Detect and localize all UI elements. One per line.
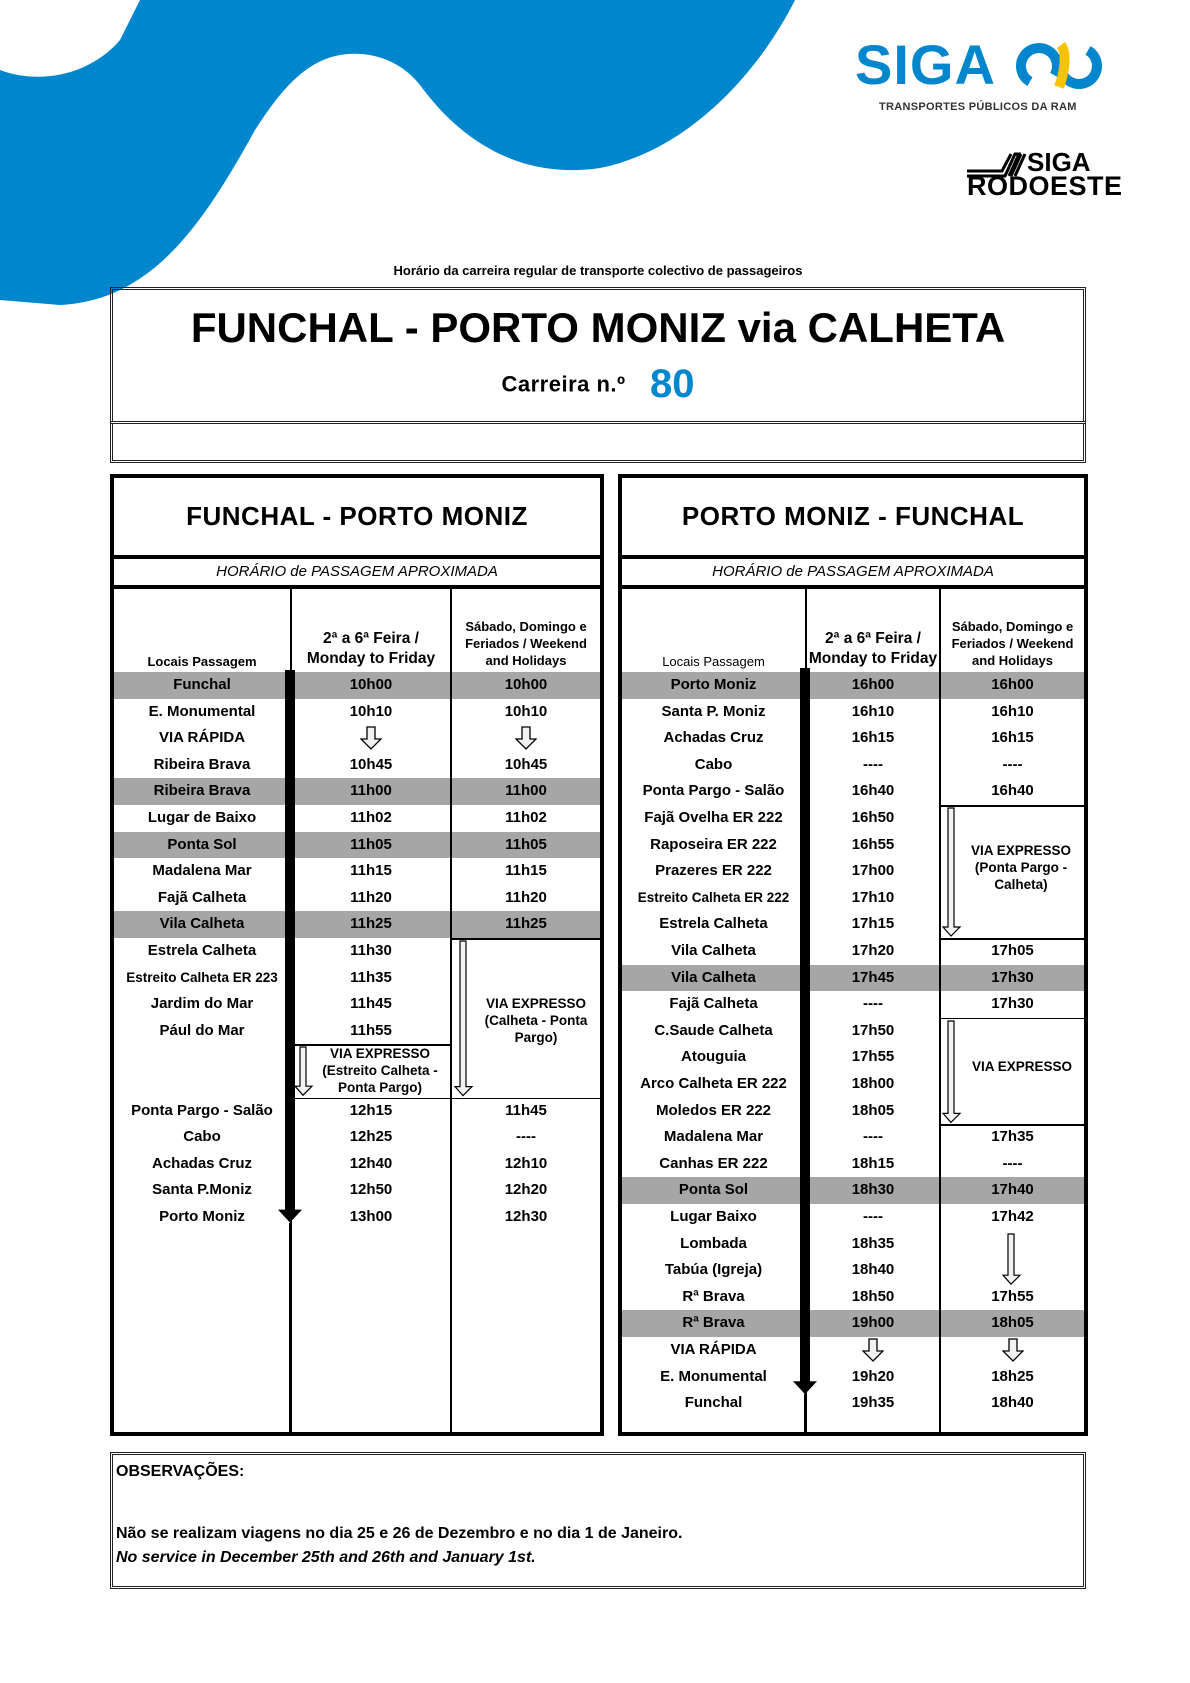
weekday-time: 12h15 [349,1101,393,1119]
stop-name: Estrela Calheta [147,942,257,959]
column-header-stops: Locais Passagem [147,654,257,669]
column-header-stops: Locais Passagem [662,654,765,669]
column-divider [289,1223,291,1432]
observations-box [110,1452,1086,1589]
weekday-time: 17h50 [851,1021,895,1039]
stop-name: Ponta Pargo - Salão [642,782,785,800]
down-arrow-icon [862,1338,884,1362]
empty-info-box [110,421,1086,463]
stop-name [114,1044,290,1071]
weekday-time: 16h15 [851,729,895,747]
weekday-time: 11h25 [292,911,450,938]
weekend-time: 17h05 [991,942,1034,959]
inbound-timetable [618,474,1088,1436]
weekday-time: 17h45 [807,965,939,992]
express-note-weekday: VIA EXPRESSO (Estreito Calheta - Ponta Pargo) [322,1046,438,1096]
column-header-weekend: Sábado, Domingo e Feriados / Weekend and Holidays [465,619,587,668]
weekday-time: 17h00 [851,862,895,880]
stop-name: Vila Calheta [671,942,756,959]
row-divider [941,805,1084,807]
document-subtitle: Horário da carreira regular de transporte colectivo de passageiros [393,263,803,278]
row-divider [941,938,1084,940]
weekday-time: 19h20 [851,1367,895,1385]
weekend-time: ---- [1002,755,1023,773]
weekend-time [941,805,1084,832]
weekend-time: 12h30 [504,1208,548,1225]
column-header-weekend: Sábado, Domingo e Feriados / Weekend and Holidays [951,619,1074,668]
route-number-line [113,362,1083,407]
stop-name: Funchal [114,672,290,699]
weekend-time [941,911,1084,938]
rodoeste-logo-siga: SIGA [1027,147,1091,177]
stop-name: Lugar Baixo [670,1208,757,1225]
column-header-weekday: 2ª a 6ª Feira / Monday to Friday [808,630,938,667]
down-arrow-icon [515,726,537,750]
long-down-arrow-icon [1002,1233,1022,1285]
wave-shape [0,0,795,305]
weekday-time: 11h05 [292,832,450,859]
stop-name: Canhas ER 222 [659,1154,768,1172]
down-arrow-icon [360,726,382,750]
weekday-time: 16h10 [851,702,895,720]
weekday-time: ---- [863,1208,883,1225]
weekday-time: 17h15 [851,915,895,933]
weekday-time: 16h50 [851,809,895,826]
weekday-time: 19h00 [807,1310,939,1337]
weekend-time: 16h15 [991,729,1034,747]
weekend-time: 17h42 [991,1208,1034,1225]
row-divider [941,1124,1084,1126]
stop-name: Estrela Calheta [659,915,768,933]
weekday-time: 18h35 [851,1234,895,1252]
down-arrow-icon [1002,1338,1024,1362]
rodoeste-logo [965,147,1123,202]
weekday-time: 17h10 [851,888,895,906]
outbound-timetable [110,474,604,1436]
stop-name: Fajã Ovelha ER 222 [644,809,783,826]
weekend-time: 10h00 [452,672,600,699]
stop-name: Cabo [183,1128,221,1146]
column-divider [804,1394,806,1432]
stop-name: Lugar de Baixo [147,809,257,826]
stop-name: Ponta Sol [114,832,290,859]
weekend-time: 11h25 [452,911,600,938]
weekend-time: ---- [516,1128,536,1146]
stop-name: Achadas Cruz [663,729,764,747]
weekend-time [452,1071,600,1098]
stop-name: Pául do Mar [159,1021,245,1039]
weekday-time: 11h20 [350,888,392,906]
weekend-time [941,1018,1084,1045]
stop-name: Funchal [684,1394,743,1412]
stop-name: Porto Moniz [622,672,805,699]
weekday-time: 18h00 [851,1075,895,1092]
inbound-title: PORTO MONIZ - FUNCHAL [622,478,1084,559]
stop-name: Tabúa (Igreja) [664,1261,763,1279]
outbound-title: FUNCHAL - PORTO MONIZ [114,478,600,559]
stop-name [114,1071,290,1098]
weekday-time: 10h10 [349,702,393,720]
outbound-subtitle: HORÁRIO de PASSAGEM APROXIMADA [114,559,600,589]
weekend-time: 11h20 [505,888,547,906]
observation-en: No service in December 25th and 26th and January 1st. [116,1549,536,1566]
route-title: FUNCHAL - PORTO MONIZ via CALHETA [190,304,1006,351]
express-note-weekend: VIA EXPRESSO (Calheta - Ponta Pargo) [484,996,588,1046]
stop-name: Moledos ER 222 [655,1101,772,1119]
weekday-time: 16h00 [807,672,939,699]
weekend-time: 16h10 [991,702,1034,720]
weekday-time: 13h00 [349,1208,393,1225]
weekday-time: 17h55 [851,1048,895,1066]
stop-name: C.Saude Calheta [654,1021,773,1039]
weekend-time [452,938,600,965]
weekday-time: 19h35 [851,1394,895,1412]
weekday-time: 11h35 [350,968,392,986]
stop-name: Prazeres ER 222 [655,862,772,880]
weekday-time: 18h50 [851,1287,895,1305]
weekday-time: 12h25 [349,1128,393,1146]
weekday-time: 18h05 [851,1101,895,1119]
route-number: 80 [650,362,695,406]
stop-name: Estreito Calheta ER 223 [126,969,278,985]
siga-rings-icon [1011,41,1106,91]
stop-name: VIA RÁPIDA [670,1341,757,1358]
direction-arrow-icon [792,668,818,1394]
stop-name: E. Monumental [660,1367,767,1385]
route-number-label: Carreira n.º [501,371,626,397]
express-note-weekend-2: VIA EXPRESSO [971,1059,1073,1075]
row-divider [452,938,600,940]
weekend-time: 17h55 [991,1287,1034,1305]
stop-name: Cabo [694,755,733,773]
direction-arrow-icon [277,670,303,1223]
weekend-time [452,965,600,992]
weekday-time: 12h50 [349,1181,393,1199]
stop-name: Fajã Calheta [669,995,758,1013]
stop-name: Ribeira Brava [114,778,290,805]
weekday-time: 16h40 [851,782,895,800]
row-divider [292,1098,600,1100]
weekday-time: 11h30 [350,942,392,959]
siga-logo-word: SIGA [855,33,996,96]
stop-name: Vila Calheta [622,965,805,992]
stop-name: Madalena Mar [152,862,252,880]
weekday-time: 12h40 [349,1154,393,1172]
weekday-time: ---- [863,755,883,773]
weekend-time: 10h45 [504,755,548,773]
weekend-time: ---- [1002,1154,1023,1172]
weekend-time: 12h20 [504,1181,548,1199]
stop-name: Lombada [680,1234,747,1252]
stop-name: VIA RÁPIDA [158,729,246,747]
stop-name: Estreito Calheta ER 222 [637,889,790,905]
stop-name: E. Monumental [148,702,256,720]
row-divider [941,1018,1084,1020]
weekday-time: 16h55 [851,835,895,853]
weekday-time: 11h00 [292,778,450,805]
weekend-time: 16h40 [991,782,1034,800]
weekday-time: 10h00 [292,672,450,699]
stop-name: Fajã Calheta [157,888,247,906]
weekday-time: 18h40 [851,1261,895,1279]
stop-name: Ribeira Brava [153,755,251,773]
stop-name: Madalena Mar [663,1128,764,1146]
weekend-time [452,1044,600,1071]
stop-name: Rª Brava [682,1287,745,1305]
weekend-time: 11h45 [505,1101,547,1119]
weekday-time: 11h45 [350,995,392,1013]
weekend-time: 17h30 [991,995,1034,1013]
weekend-time: 16h00 [941,672,1084,699]
weekend-time: 18h40 [991,1394,1034,1412]
inbound-subtitle: HORÁRIO de PASSAGEM APROXIMADA [622,559,1084,589]
title-box [110,287,1086,424]
stop-name: Rª Brava [622,1310,805,1337]
express-note-weekend-1: VIA EXPRESSO (Ponta Pargo - Calheta) [970,842,1072,892]
stop-name: Arco Calheta ER 222 [640,1075,787,1092]
weekend-time: 17h30 [941,965,1084,992]
weekend-time: 17h35 [991,1128,1034,1146]
long-down-arrow-icon [454,940,474,1097]
observations-title: OBSERVAÇÕES: [116,1463,245,1480]
weekday-time: 18h15 [851,1154,895,1172]
stop-name: Raposeira ER 222 [650,835,777,853]
weekend-time: 10h10 [504,702,548,720]
stop-name: Santa P.Moniz [152,1181,252,1199]
weekend-time: 11h02 [505,809,547,826]
weekend-time: 17h40 [941,1177,1084,1204]
stop-name: Ponta Pargo - Salão [131,1101,273,1119]
weekday-time: 11h55 [350,1021,392,1039]
stop-name: Santa P. Moniz [661,702,766,720]
rodoeste-logo-word: RODOESTE [967,171,1123,201]
weekend-time: 11h05 [452,832,600,859]
siga-logo [855,35,1105,115]
weekend-time: 18h25 [991,1367,1034,1385]
weekday-time: ---- [863,995,883,1013]
weekend-time: 18h05 [941,1310,1084,1337]
weekday-time: 11h02 [350,809,392,826]
weekday-time: 10h45 [349,755,393,773]
observation-pt: Não se realizam viagens no dia 25 e 26 de Dezembro e no dia 1 de Janeiro. [116,1525,683,1542]
weekday-time: ---- [863,1128,883,1146]
weekend-time: 11h00 [452,778,600,805]
stop-name: Jardim do Mar [150,995,254,1013]
weekday-time: 18h30 [807,1177,939,1204]
weekday-time: 17h20 [851,942,895,959]
stop-name: Vila Calheta [114,911,290,938]
stop-name: Porto Moniz [159,1208,245,1225]
weekend-time: 11h15 [505,862,547,880]
column-header-weekday: 2ª a 6ª Feira / Monday to Friday [306,630,436,667]
weekday-time: 11h15 [350,862,392,880]
siga-tagline: TRANSPORTES PÚBLICOS DA RAM [879,101,1077,113]
weekend-time [941,1098,1084,1125]
stop-name: Atouguia [681,1048,746,1066]
weekend-time: 12h10 [504,1154,548,1172]
stop-name: Ponta Sol [622,1177,805,1204]
stop-name: Achadas Cruz [151,1154,253,1172]
